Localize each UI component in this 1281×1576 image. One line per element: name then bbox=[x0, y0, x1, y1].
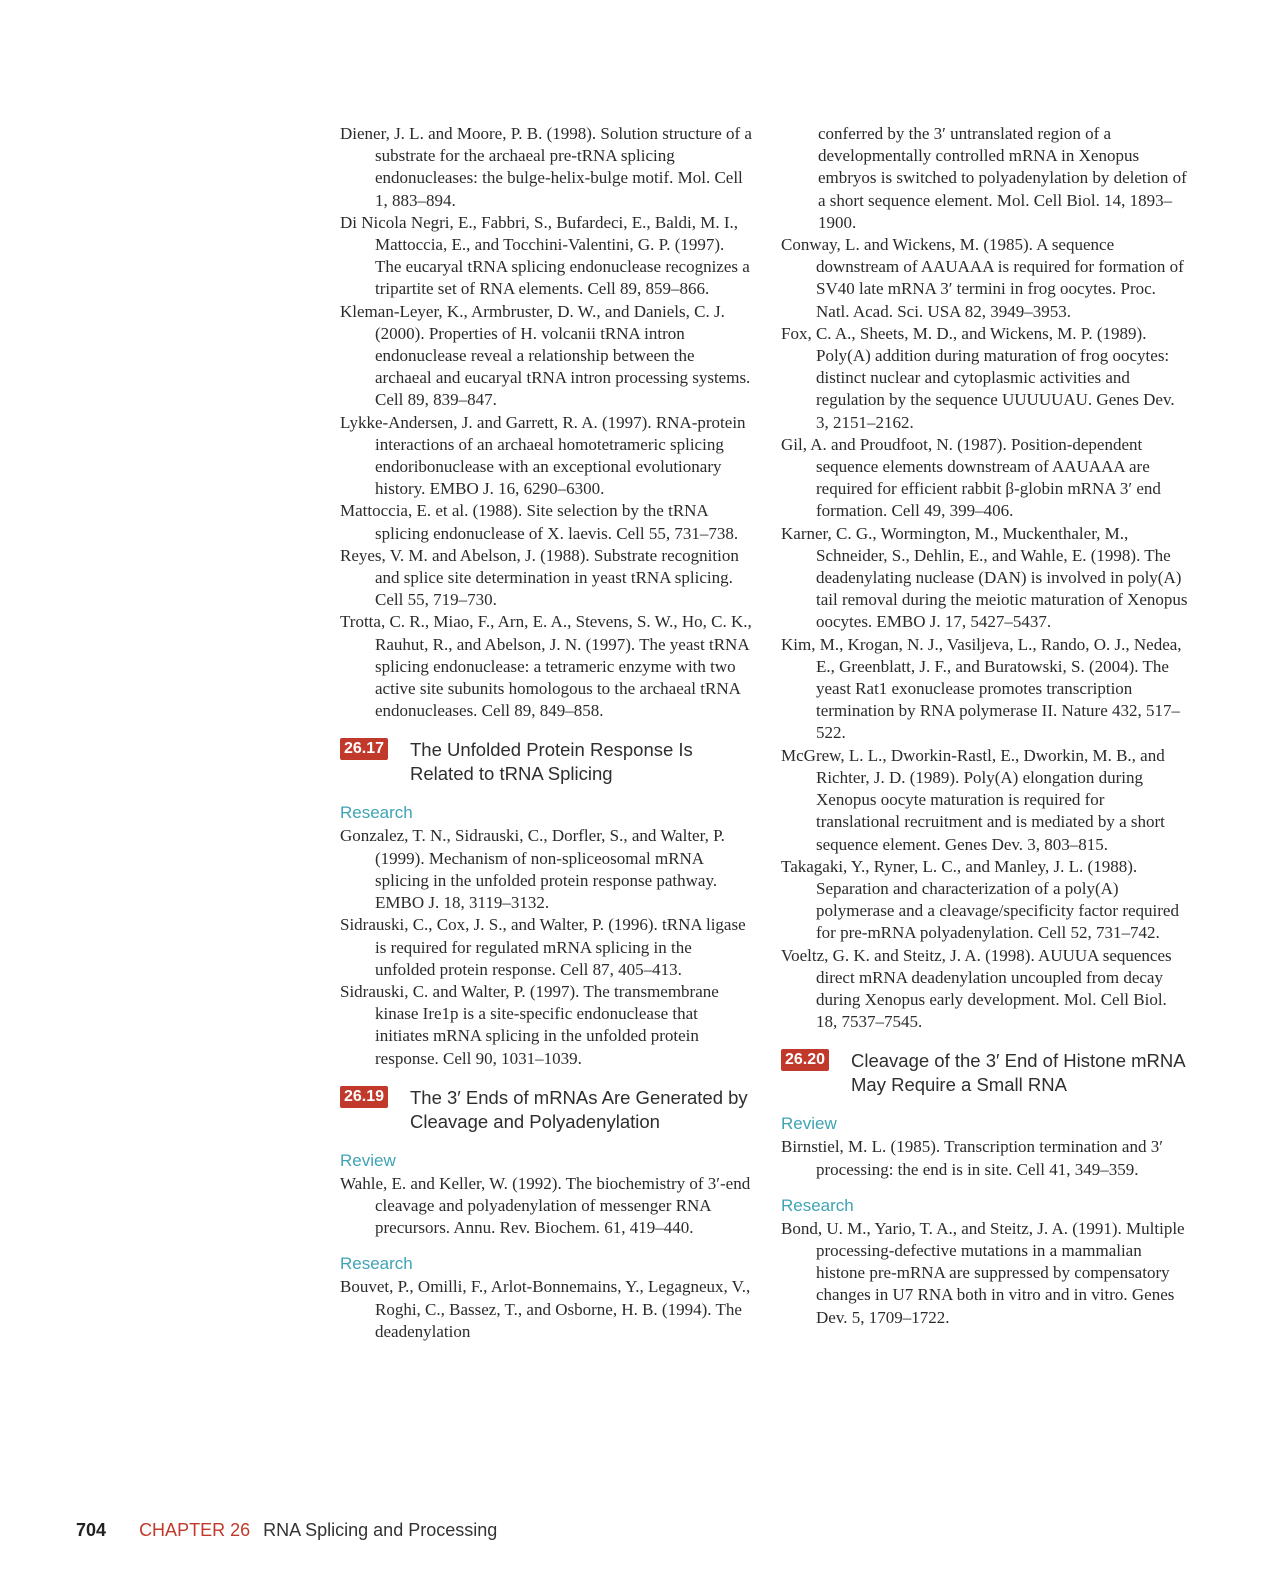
reference-entry: Lykke-Andersen, J. and Garrett, R. A. (1997). RNA-protein interactions of an archaeal homotetrameric splicing endoribonuclease with an exceptional evolutionary history. EMBO J. 16, 6290–6300. bbox=[340, 412, 746, 499]
reference-entry: Sidrauski, C., Cox, J. S., and Walter, P. (1996). tRNA ligase is required for regulated mRNA splicing in the unfolded protein response. Cell 87, 405–413. bbox=[340, 915, 746, 979]
section-title: The 3′ Ends of mRNAs Are Generated by Cleavage and Polyadenylation bbox=[410, 1086, 748, 1132]
section-title: Cleavage of the 3′ End of Histone mRNA May Require a Small RNA bbox=[851, 1050, 1185, 1096]
reference-entry: Bouvet, P., Omilli, F., Arlot-Bonnemains, Y., Legagneux, V., Roghi, C., Bassez, T., and Osborne, H. B. (1994). The deadenylation bbox=[340, 1277, 751, 1341]
chapter-label: CHAPTER 26 bbox=[139, 1520, 251, 1540]
reference-entry: Reyes, V. M. and Abelson, J. (1988). Substrate recognition and splice site determination in yeast tRNA splicing. Cell 55, 719–730. bbox=[340, 545, 739, 610]
reference-entry: Birnstiel, M. L. (1985). Transcription termination and 3′ processing: the end is in site. Cell 41, 349–359. bbox=[781, 1137, 1163, 1179]
section-heading-26-17 bbox=[340, 738, 752, 786]
section-heading-26-20 bbox=[781, 1049, 1191, 1097]
reference-entry: Conway, L. and Wickens, M. (1985). A sequence downstream of AAUAAA is required for formation of SV40 late mRNA 3′ termini in frog oocytes. Proc. Natl. Acad. Sci. USA 82, 3949–3953. bbox=[781, 235, 1184, 321]
reference-entry: Voeltz, G. K. and Steitz, J. A. (1998). AUUUA sequences direct mRNA deadenylation uncoupled from decay during Xenopus early development. Mol. Cell Biol. 18, 7537–7545. bbox=[781, 945, 1172, 1032]
reference-entry: McGrew, L. L., Dworkin-Rastl, E., Dworkin, M. B., and Richter, J. D. (1989). Poly(A) elongation during Xenopus oocyte maturation is required for translational recruitment and is mediated by a short sequence element. Genes Dev. 3, 803–815. bbox=[781, 745, 1165, 854]
left-column bbox=[340, 123, 752, 1343]
research-label: Research bbox=[340, 1254, 413, 1274]
reference-entry: Di Nicola Negri, E., Fabbri, S., Bufardeci, E., Baldi, M. I., Mattoccia, E., and Tocchini-Valentini, G. P. (1997). The eucaryal tRNA splicing endonuclease recognizes a tripartite set of RNA elements. Cell 89, 859–866. bbox=[340, 212, 750, 299]
reference-entry: Trotta, C. R., Miao, F., Arn, E. A., Stevens, S. W., Ho, C. K., Rauhut, R., and Abelson, J. N. (1997). The yeast tRNA splicing endonuclease: a tetrameric enzyme with two active site subunits homologous to the archaeal tRNA endonucleases. Cell 89, 849–858. bbox=[340, 612, 752, 721]
reference-entry: Takagaki, Y., Ryner, L. C., and Manley, J. L. (1988). Separation and characterization of a poly(A) polymerase and a cleavage/specificity factor required for pre-mRNA polyadenylation. Cell 52, 731–742. bbox=[781, 856, 1179, 943]
reference-entry: Karner, C. G., Wormington, M., Muckenthaler, M., Schneider, S., Dehlin, E., and Wahle, E. (1998). The deadenylating nuclease (DAN) is involved in poly(A) tail removal during the meiotic maturation of Xenopus oocytes. EMBO J. 17, 5427–5437. bbox=[781, 523, 1188, 632]
reference-entry: Mattoccia, E. et al. (1988). Site selection by the tRNA splicing endonuclease of X. laevis. Cell 55, 731–738. bbox=[340, 501, 739, 543]
page-number: 704 bbox=[76, 1520, 107, 1540]
reference-entry: Diener, J. L. and Moore, P. B. (1998). Solution structure of a substrate for the archaeal pre-tRNA splicing endonucleases: the bulge-helix-bulge motif. Mol. Cell 1, 883–894. bbox=[340, 124, 752, 210]
reference-entry: Bond, U. M., Yario, T. A., and Steitz, J. A. (1991). Multiple processing-defective mutations in a mammalian histone pre-mRNA are suppressed by compensatory changes in U7 RNA both in vitro and in vitro. Genes Dev. 5, 1709–1722. bbox=[781, 1218, 1185, 1327]
research-label: Research bbox=[781, 1195, 854, 1215]
review-label: Review bbox=[340, 1150, 396, 1170]
review-label: Review bbox=[781, 1114, 837, 1134]
section-title: The Unfolded Protein Response Is Related to tRNA Splicing bbox=[410, 739, 693, 785]
reference-entry: Fox, C. A., Sheets, M. D., and Wickens, M. P. (1989). Poly(A) addition during maturation of frog oocytes: distinct nuclear and cytoplasmic activities and regulation by the sequence UUUUUAU. Genes Dev. 3, 2151–2162. bbox=[781, 323, 1175, 432]
reference-entry: Wahle, E. and Keller, W. (1992). The biochemistry of 3′-end cleavage and polyadenylation of messenger RNA precursors. Annu. Rev. Biochem. 61, 419–440. bbox=[340, 1173, 751, 1238]
reference-continuation: conferred by the 3′ untranslated region of a developmentally controlled mRNA in Xenopus embryos is switched to polyadenylation by deletion of a short sequence element. Mol. Cell Biol. 14, 1893–1900. bbox=[818, 124, 1187, 232]
reference-entry: Sidrauski, C. and Walter, P. (1997). The transmembrane kinase Ire1p is a site-specific endonuclease that initiates mRNA splicing in the unfolded protein response. Cell 90, 1031–1039. bbox=[340, 981, 719, 1068]
section-heading-26-19 bbox=[340, 1086, 752, 1134]
reference-entry: Gonzalez, T. N., Sidrauski, C., Dorfler, S., and Walter, P. (1999). Mechanism of non-spliceosomal mRNA splicing in the unfolded protein response pathway. EMBO J. 18, 3119–3132. bbox=[340, 826, 725, 913]
reference-entry: Kim, M., Krogan, N. J., Vasiljeva, L., Rando, O. J., Nedea, E., Greenblatt, J. F., and Buratowski, S. (2004). The yeast Rat1 exonuclease promotes transcription termination by RNA polymerase II. Nature 432, 517–522. bbox=[781, 634, 1182, 743]
chapter-title: RNA Splicing and Processing bbox=[263, 1520, 498, 1540]
reference-entry: Kleman-Leyer, K., Armbruster, D. W., and Daniels, C. J. (2000). Properties of H. volcanii tRNA intron endonuclease reveal a relationship between the archaeal and eucaryal tRNA intron processing systems. Cell 89, 839–847. bbox=[340, 301, 751, 410]
right-column bbox=[781, 123, 1191, 1329]
section-number-badge: 26.20 bbox=[781, 1049, 829, 1071]
page-footer bbox=[76, 1520, 497, 1541]
section-number-badge: 26.19 bbox=[340, 1086, 388, 1108]
research-label: Research bbox=[340, 803, 413, 823]
section-number-badge: 26.17 bbox=[340, 738, 388, 760]
reference-entry: Gil, A. and Proudfoot, N. (1987). Position-dependent sequence elements downstream of AAUAAA are required for efficient rabbit β-globin mRNA 3′ end formation. Cell 49, 399–406. bbox=[781, 434, 1161, 521]
